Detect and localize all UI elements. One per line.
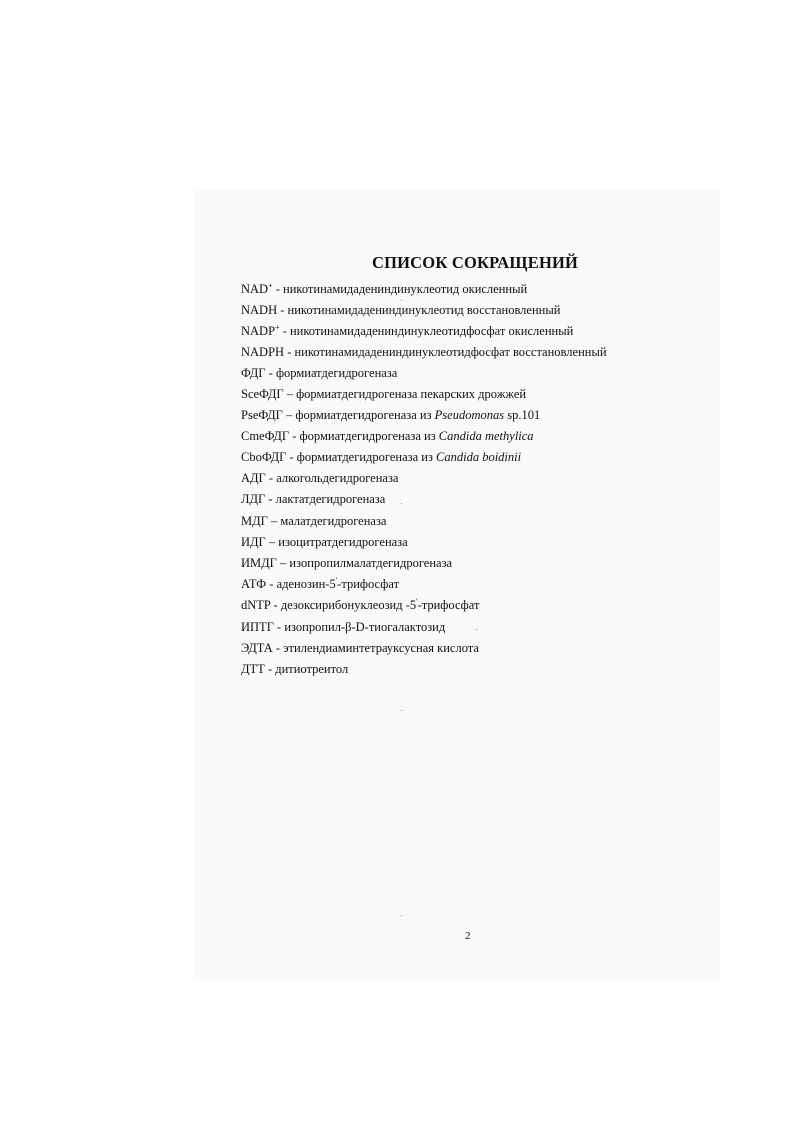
abbreviation: PseФДГ: [241, 408, 283, 422]
list-item: [241, 535, 408, 550]
definition: - формиатдегидрогеназа из: [286, 450, 437, 464]
scan-speck: [401, 915, 402, 916]
abbreviation: NADP: [241, 324, 276, 338]
list-item: [241, 429, 534, 444]
definition: - никотинамидадениндинуклеотидфосфат окисленный: [279, 324, 574, 338]
abbreviation: CmeФДГ: [241, 429, 290, 443]
definition: - дитиотреитол: [264, 662, 349, 676]
definition: - аденозин-5: [266, 577, 336, 591]
list-item: [241, 366, 397, 381]
species-name: Candida boidinii: [436, 450, 522, 464]
definition: - формиатдегидрогеназа: [265, 366, 398, 380]
list-item: [241, 514, 386, 529]
list-item: [241, 641, 479, 656]
abbreviation: ФДГ: [241, 366, 266, 380]
list-item: [241, 577, 399, 592]
definition: - никотинамидадениндинуклеотидфосфат восстановленный: [284, 345, 607, 359]
prime-mark: ': [335, 575, 338, 585]
scan-speck: [401, 710, 402, 711]
definition: - никотинамидадениндинуклеотид окисленный: [272, 282, 528, 296]
definition: - алкогольдегидрогеназа: [265, 471, 399, 485]
abbreviation: dNTP: [241, 598, 271, 612]
abbreviation: ИПТГ: [241, 620, 274, 634]
list-item: [241, 620, 445, 635]
definition: - изопропил-β-D-тиогалактозид: [273, 620, 446, 634]
abbreviation: ИМДГ: [241, 556, 277, 570]
page-title: СПИСОК СОКРАЩЕНИЙ: [372, 253, 579, 272]
list-item: [241, 408, 540, 423]
abbreviation: АТФ: [241, 577, 267, 591]
abbreviation: МДГ: [241, 514, 268, 528]
list-item: [241, 556, 452, 571]
definition: - лактатдегидрогеназа: [265, 492, 386, 506]
scan-speck: [401, 300, 402, 301]
abbreviation: NAD: [241, 282, 269, 296]
abbreviation: АДГ: [241, 471, 266, 485]
abbreviation: CboФДГ: [241, 450, 287, 464]
definition: - дезоксирибонуклеозид -5: [270, 598, 417, 612]
abbreviation: ЛДГ: [241, 492, 266, 506]
prime-mark: ': [416, 596, 418, 606]
definition: – малатдегидрогеназа: [267, 514, 387, 528]
abbreviation: ЭДТА: [241, 641, 273, 655]
definition: – изоцитратдегидрогеназа: [265, 535, 408, 549]
definition: – формиатдегидрогеназа из: [282, 408, 435, 422]
definition-suffix: -трифосфат: [417, 598, 480, 612]
list-item: [241, 324, 573, 339]
list-item: [241, 471, 398, 486]
list-item: [241, 450, 521, 465]
page-number: 2: [465, 930, 471, 942]
list-item: [241, 492, 385, 507]
definition: – изопропилмалатдегидрогеназа: [276, 556, 453, 570]
list-item: [241, 303, 560, 318]
list-item: [241, 598, 479, 613]
abbreviation: ИДГ: [241, 535, 266, 549]
species-name: Candida methylica: [438, 429, 534, 443]
definition: - формиатдегидрогеназа из: [289, 429, 439, 443]
definition: – формиатдегидрогеназа пекарских дрожжей: [283, 387, 527, 401]
species-name: Pseudomonas: [434, 408, 505, 422]
definition: - никотинамидадениндинуклеотид восстановленный: [277, 303, 561, 317]
definition-suffix: sp.101: [504, 408, 541, 422]
superscript: +: [268, 280, 273, 290]
definition-suffix: -трифосфат: [337, 577, 400, 591]
superscript: +: [275, 322, 280, 332]
abbreviation: ДТТ: [241, 662, 265, 676]
abbreviation: SceФДГ: [241, 387, 284, 401]
list-item: [241, 345, 607, 360]
scan-speck: [401, 503, 402, 504]
abbreviation: NADH: [241, 303, 278, 317]
list-item: [241, 282, 527, 297]
abbreviation: NADPH: [241, 345, 285, 359]
scan-speck: [476, 629, 477, 630]
list-item: [241, 387, 526, 402]
list-item: [241, 662, 348, 677]
definition: - этилендиаминтетрауксусная кислота: [272, 641, 479, 655]
